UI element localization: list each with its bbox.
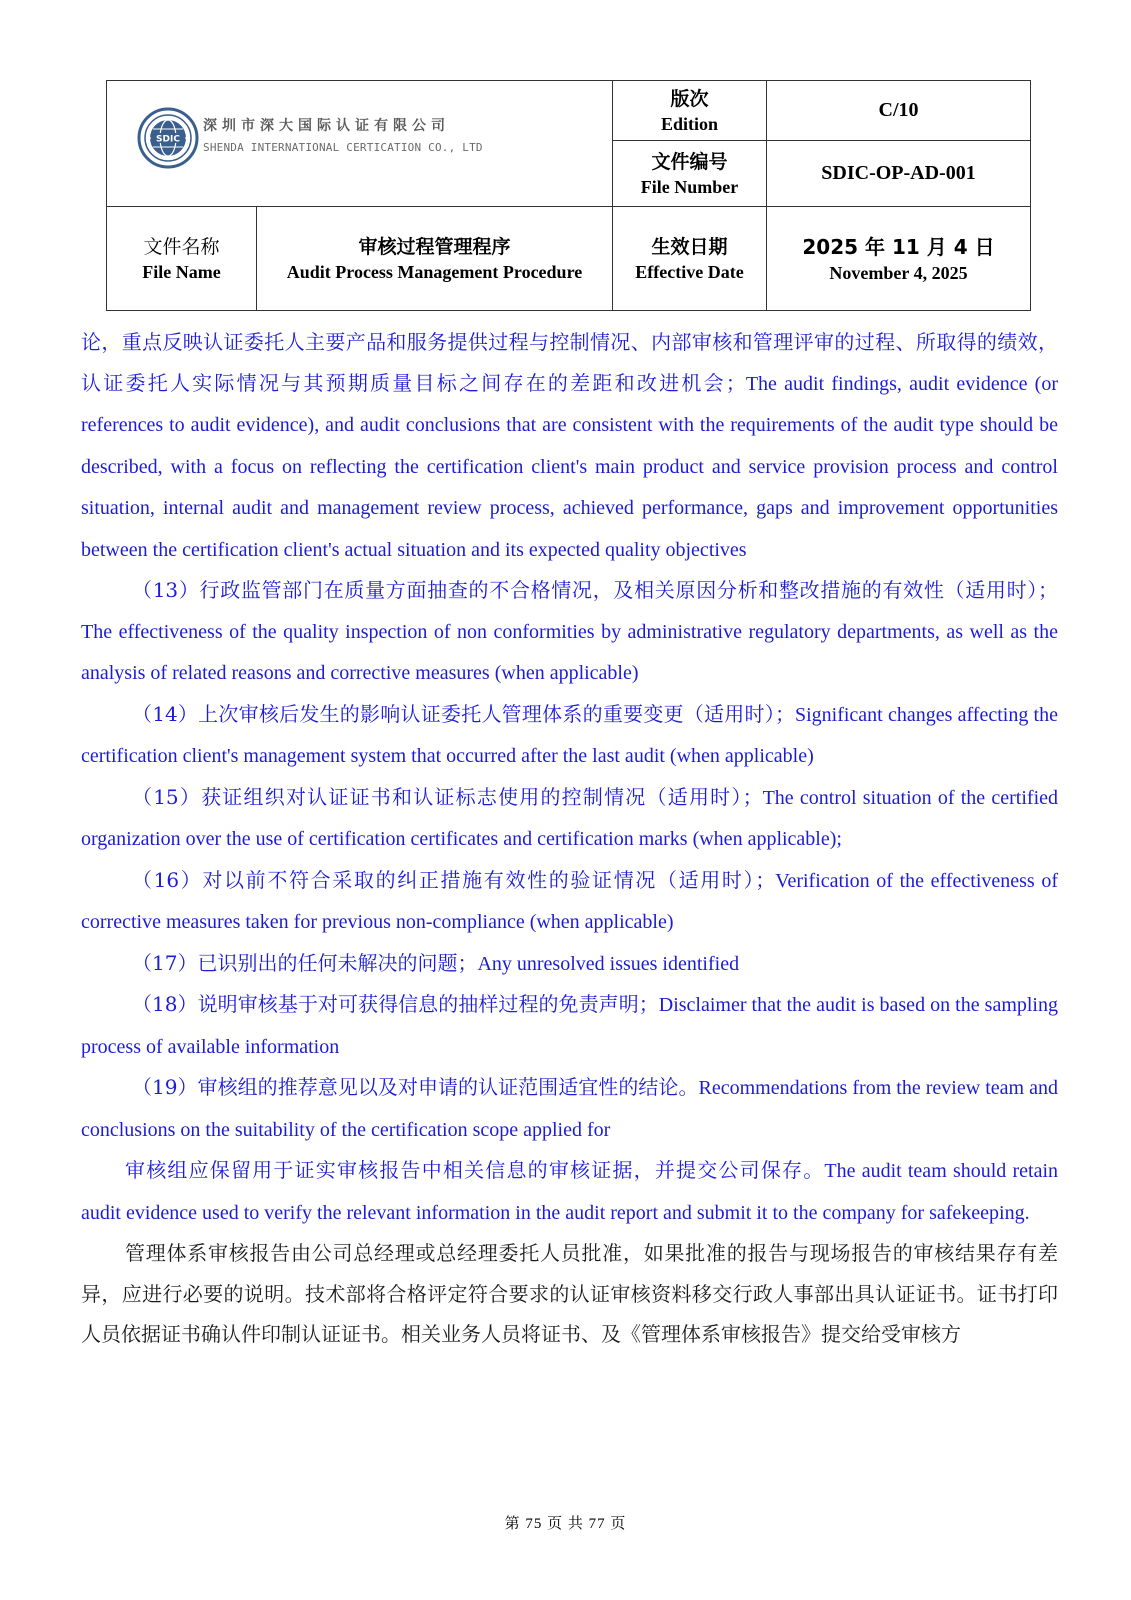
paragraph-item-16: [81, 860, 1058, 943]
paragraph-audit-findings-en: The audit findings, audit evidence (or references to audit evidence), and audit conclusions that are consistent with the requirements of the audit type should be described, with a focus on reflecting the certification client's main product and service provision process and control situation, internal audit and management review process, achieved performance, gaps and improvement opportunities between the certification client's actual situation and its expected quality objectives: [81, 372, 1059, 561]
item-14-en: Significant changes affecting the certification client's management system that occurred after the last audit (when applicable): [81, 703, 1058, 767]
effective-date-value-cell: [767, 207, 1031, 311]
file-number-label-zh: 文件编号: [651, 150, 728, 173]
edition-label-cell: [613, 81, 767, 141]
file-number-value: SDIC-OP-AD-001: [821, 162, 976, 184]
item-15-en: The control situation of the certified organization over the use of certification certificates and certification marks (when applicable);: [81, 786, 1058, 850]
audit-evidence-en: The audit team should retain audit evidence used to verify the relevant information in the audit report and submit it to the company for safekeeping.: [81, 1160, 1059, 1224]
item-13-zh: （13）行政监管部门在质量方面抽查的不合格情况，及相关原因分析和整改措施的有效性（适用时）；: [132, 578, 1058, 602]
file-number-value-cell: [767, 141, 1031, 207]
item-17-en: Any unresolved issues identified: [477, 952, 740, 975]
item-18-en: Disclaimer that the audit is based on the sampling process of available information: [81, 994, 1058, 1058]
item-13-en: The effectiveness of the quality inspection of non conformities by administrative regulatory departments, as well as the analysis of related reasons and corrective measures (when applicable): [81, 620, 1058, 684]
paragraph-audit-findings-zh: 论，重点反映认证委托人主要产品和服务提供过程与控制情况、内部审核和管理评审的过程、所取得的绩效，认证委托人实际情况与其预期质量目标之间存在的差距和改进机会；: [81, 330, 1058, 395]
effective-date-label-zh: 生效日期: [651, 235, 728, 258]
item-16-en: Verification of the effectiveness of corrective measures taken for previous non-compliance (when applicable): [81, 869, 1059, 933]
file-name-value-zh: 审核过程管理程序: [358, 235, 511, 258]
edition-label-en: Edition: [660, 113, 719, 134]
paragraph-audit-evidence: [81, 1150, 1058, 1233]
edition-label-zh: 版次: [670, 87, 709, 110]
effective-date-label-en: Effective Date: [635, 261, 744, 282]
item-16-zh: （16）对以前不符合采取的纠正措施有效性的验证情况（适用时）；: [132, 867, 776, 892]
paragraph-report-approval: 管理体系审核报告由公司总经理或总经理委托人员批准，如果批准的报告与现场报告的审核结果存有差异，应进行必要的说明。技术部将合格评定符合要求的认证审核资料移交行政人事部出具认证证书。证书打印人员依据证书确认件印制认证证书。相关业务人员将证书、及《管理体系审核报告》提交给受审核方: [81, 1241, 1058, 1346]
document-body: [81, 322, 1058, 1355]
paragraph-audit-findings: [81, 322, 1058, 570]
file-name-label-en: File Name: [142, 261, 221, 282]
paragraph-item-18: [81, 984, 1058, 1067]
item-15-zh: （15）获证组织对认证证书和认证标志使用的控制情况（适用时）；: [132, 784, 763, 809]
file-name-label-cell: [107, 207, 257, 311]
file-name-label-zh: 文件名称: [143, 235, 220, 258]
file-number-label-en: File Number: [640, 176, 739, 197]
edition-value-cell: [767, 81, 1031, 141]
item-19-zh: （19）审核组的推荐意见以及对申请的认证范围适宜性的结论。: [132, 1075, 699, 1099]
svg-text:SDIC: SDIC: [156, 134, 180, 145]
effective-date-label-cell: [613, 207, 767, 311]
paragraph-item-17: [81, 943, 1058, 985]
file-name-value-cell: [257, 207, 613, 311]
paragraph-item-14: [81, 694, 1058, 777]
item-17-zh: （17）已识别出的任何未解决的问题；: [132, 950, 478, 975]
item-14-zh: （14）上次审核后发生的影响认证委托人管理体系的重要变更（适用时）；: [132, 701, 795, 726]
file-number-label-cell: [613, 141, 767, 207]
company-name-zh: 深圳市深大国际认证有限公司: [203, 118, 450, 134]
company-name-en: SHENDA INTERNATIONAL CERTICATION CO., LTD: [203, 141, 483, 154]
paragraph-item-13: [81, 570, 1058, 694]
effective-date-value-en: November 4, 2025: [829, 262, 968, 283]
item-19-en: Recommendations from the review team and conclusions on the suitability of the certification scope applied for: [81, 1077, 1058, 1141]
page-number: 第 75 页 共 77 页: [504, 1516, 627, 1532]
effective-date-value-zh: 2025 年 11 月 4 日: [802, 234, 995, 259]
paragraph-item-15: [81, 777, 1058, 860]
company-logo-cell: [107, 81, 613, 207]
paragraph-item-19: [81, 1067, 1058, 1150]
file-name-value-en: Audit Process Management Procedure: [286, 261, 583, 282]
sdic-logo-icon: [137, 107, 199, 169]
document-header-table: [106, 80, 1031, 311]
edition-value: C/10: [878, 99, 919, 121]
audit-evidence-zh: 审核组应保留用于证实审核报告中相关信息的审核证据，并提交公司保存。: [125, 1158, 825, 1182]
item-18-zh: （18）说明审核基于对可获得信息的抽样过程的免责声明；: [132, 992, 659, 1016]
